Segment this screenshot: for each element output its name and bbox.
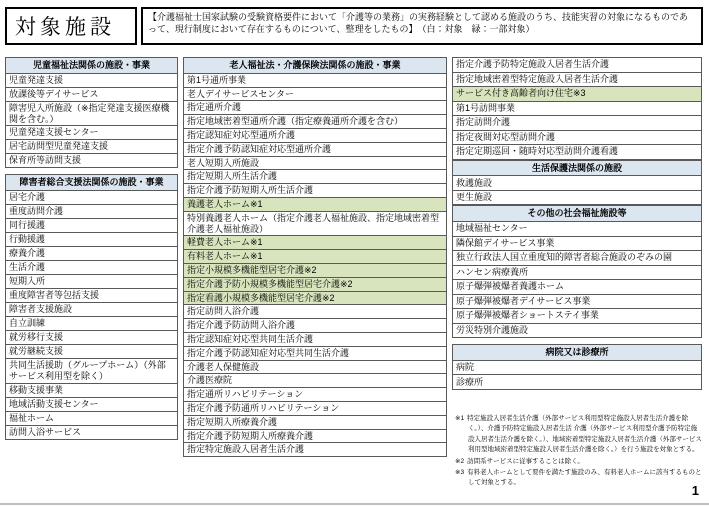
footnotes [455,414,703,490]
facility-row: 障害者支援施設 [6,302,177,316]
page-title: 対象施設 [5,7,137,45]
facility-row: 指定特定施設入居者生活介護 [184,442,446,456]
facility-row: 障害児入所施設（※指定発達支援医療機関を含む。） [6,101,177,126]
facility-row: 原子爆弾被爆者デイサービス事業 [453,294,701,309]
facility-row: 福祉ホーム [6,411,177,425]
facility-row: 老人デイサービスセンター [184,87,446,101]
facility-row-partial-target: 指定介護予防小規模多機能型居宅介護※2 [184,277,446,291]
facility-row: 行動援護 [6,232,177,246]
facility-row: 生活介護 [6,260,177,274]
facility-row: 指定介護予防通所リハビリテーション [184,401,446,415]
facility-row: 指定介護予防短期入所生活介護 [184,183,446,197]
slide-bottom-edge [0,503,709,505]
facility-row: 指定短期入所療養介護 [184,415,446,429]
section-header: 障害者総合支援法関係の施設・事業 [6,175,177,190]
facility-row-partial-target: 軽費老人ホーム※1 [184,235,446,249]
facility-row: 児童発達支援 [6,73,177,87]
facility-row: 同行援護 [6,218,177,232]
facility-row: 救護施設 [453,175,701,190]
footnote-marker: ※1 [455,415,465,422]
facility-row: 自立訓練 [6,316,177,330]
facility-row: 指定地域密着型特定施設入居者生活介護 [453,72,701,87]
footnote-1 [455,414,703,456]
facility-row: 病院 [453,360,701,375]
facility-row: 指定介護予防短期入所療養介護 [184,429,446,443]
facility-row: 介護医療院 [184,373,446,387]
facility-row: 診療所 [453,374,701,389]
facility-group [452,205,702,338]
section-header: その他の社会福祉施設等 [453,206,701,221]
facility-row: 指定認知症対応型通所介護 [184,128,446,142]
facility-row: 隣保館デイサービス事業 [453,236,701,251]
footnote-text: 訪問系サービスに従事することは除く。 [467,457,584,465]
facility-group [452,160,702,206]
facility-column-3 [452,57,702,390]
facility-group [452,344,702,390]
facility-row: 児童発達支援センター [6,125,177,139]
facility-row: 指定介護予防認知症対応型共同生活介護 [184,346,446,360]
facility-row: ハンセン病療養所 [453,265,701,280]
facility-row: 共同生活援助（グループホーム）（外部サービス利用型を除く） [6,358,177,383]
facility-row: 独立行政法人国立重度知的障害者総合施設のぞみの園 [453,250,701,265]
facility-row-partial-target: 養護老人ホーム※1 [184,197,446,211]
facility-row: 就労移行支援 [6,330,177,344]
section-header: 病院又は診療所 [453,345,701,360]
facility-row: 重度訪問介護 [6,204,177,218]
facility-column-1 [5,57,178,440]
page-description: 【介護福祉士国家試験の受験資格要件において「介護等の業務」の実務経験として認める施設のうち、技能実習の対象になるものであって、現行制度において存在するものについて、整理をしたもの】 （白：対象 緑：一部対象） [141,7,703,45]
facility-row: 地域福祉センター [453,221,701,236]
facility-row: 指定通所リハビリテーション [184,387,446,401]
facility-row: 療養介護 [6,246,177,260]
facility-row: 指定訪問介護 [453,115,701,130]
facility-group [183,57,447,457]
facility-row: 第1号訪問事業 [453,101,701,116]
facility-row: 重度障害者等包括支援 [6,288,177,302]
facility-row: 移動支援事業 [6,383,177,397]
facility-row: 老人短期入所施設 [184,156,446,170]
facility-row: 原子爆弾被爆者養護ホーム [453,279,701,294]
facility-row: 更生施設 [453,190,701,205]
facility-row: 指定夜間対応型訪問介護 [453,130,701,145]
facility-row: 指定介護予防特定施設入居者生活介護 [456,59,610,70]
footnote-2 [455,457,703,467]
facility-row: 指定認知症対応型共同生活介護 [184,332,446,346]
facility-row: 放課後等デイサービス [6,87,177,101]
footnote-text: 有料老人ホームとして要件を満たす施設のみ、有料老人ホームに該当するものとして対象とする。 [467,468,702,487]
facility-row: 指定介護予防訪問入浴介護 [184,318,446,332]
footnote-marker: ※3 [455,468,465,476]
facility-row: 就労継続支援 [6,344,177,358]
facility-table [5,57,702,457]
page-header [5,7,703,45]
facility-row: 原子爆弾被爆者ショートステイ事業 [453,308,701,323]
page-number: 1 [691,483,699,498]
facility-group [5,57,178,168]
facility-row: 保育所等訪問支援 [6,153,177,167]
section-header: 児童福祉法関係の施設・事業 [6,58,177,73]
facility-row-partial-target: サービス付き高齢者向け住宅※3 [453,86,701,101]
facility-row: 介護老人保健施設 [184,360,446,374]
facility-row: 第1号通所事業 [184,73,446,87]
facility-row: 居宅介護 [6,190,177,204]
facility-row: 労災特別介護施設 [453,323,701,338]
facility-row: 指定地域密着型通所介護（指定療養通所介護を含む） [184,114,446,128]
facility-row: 指定通所介護 [184,100,446,114]
facility-column-2 [183,57,447,457]
facility-row-partial-target: 指定小規模多機能型居宅介護※2 [184,263,446,277]
section-header: 老人福祉法・介護保険法関係の施設・事業 [184,58,446,73]
facility-row: 短期入所 [6,274,177,288]
facility-row: 地域活動支援センター [6,397,177,411]
facility-row-partial-target: 指定看護小規模多機能型居宅介護※2 [184,291,446,305]
facility-row: 指定短期入所生活介護 [184,169,446,183]
facility-row: 指定定期巡回・随時対応型訪問介護看護 [453,144,701,159]
facility-group [452,57,702,160]
facility-row: 特別養護老人ホーム（指定介護老人福祉施設、指定地域密着型介護老人福祉施設） [184,211,446,236]
footnote-marker: ※2 [455,457,465,465]
facility-row-partial-target: 有料老人ホーム※1 [184,249,446,263]
facility-row: 居宅訪問型児童発達支援 [6,139,177,153]
facility-row: 指定介護予防認知症対応型通所介護 [184,142,446,156]
facility-group [5,174,178,439]
footnote-3 [455,468,703,489]
footnote-text: 特定施設入居者生活介護（外部サービス利用型特定施設入居者生活介護を除く。）、介護予防特定施設入居者生活 介護（外部サービス利用型介護予防特定施設入居者生活介護を除く。）、地域密着型特定施設入居者生活介護（外部サービス利用型地域密着型特定施設入居者生活介護を除く。）を行う施設を対象とする。 [467,415,702,454]
section-header: 生活保護法関係の施設 [453,161,701,176]
facility-row: 指定訪問入浴介護 [184,304,446,318]
facility-row: 訪問入浴サービス [6,425,177,439]
